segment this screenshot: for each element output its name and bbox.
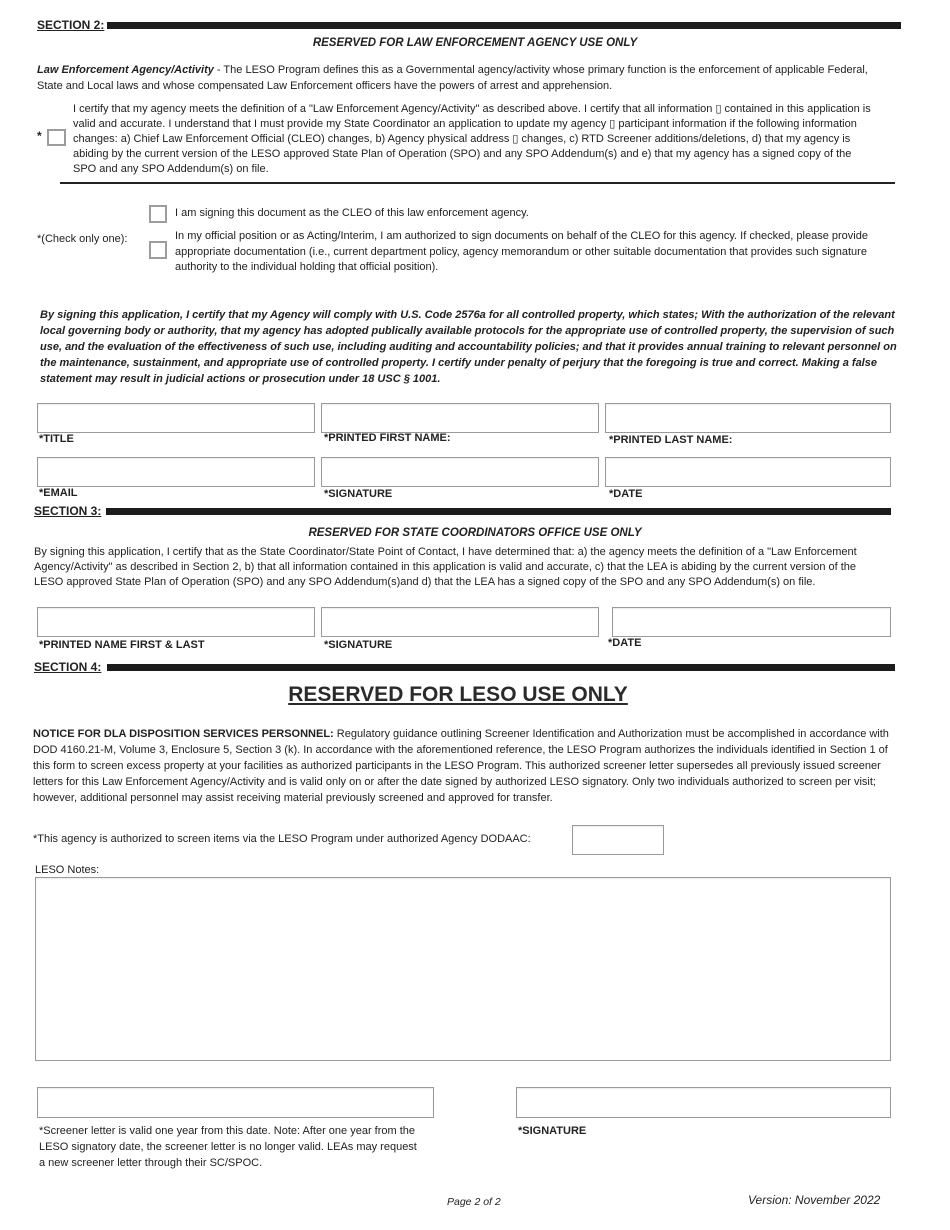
title-label: *TITLE bbox=[39, 433, 74, 445]
sc-signature-field[interactable] bbox=[321, 607, 599, 637]
version-label: Version: November 2022 bbox=[748, 1193, 881, 1207]
dla-notice-lead: NOTICE FOR DLA DISPOSITION SERVICES PERSONNEL: bbox=[33, 728, 334, 740]
section-4-label: SECTION 4: bbox=[34, 660, 102, 674]
sc-signature-label: *SIGNATURE bbox=[324, 639, 393, 651]
acting-checkbox[interactable] bbox=[149, 241, 167, 259]
email-field[interactable] bbox=[37, 457, 315, 487]
dla-notice-text: Regulatory guidance outlining Screener Identification and Authorization must be accomplished in accordance with DOD 4160.21-M, Volume 3, Enclosure 5, Section 3 (k). In accordance with the aforementioned reference, the LESO Program authorizes the individuals identified in Section 1 of this form to screen excess property at your facilities as authorized participants in the LESO Program. This authorized screener letter supersedes all previously issued screener letters for this Law Enforcement Agency/Activity and is valid only on or after the date signed by authorized LESO signatory. Only two individuals authorized to screen per visit; however, additional personnel may assist receiving material previously screened and approved for transfer. bbox=[33, 728, 889, 804]
first-name-field[interactable] bbox=[321, 403, 599, 433]
section-2-title: RESERVED FOR LAW ENFORCEMENT AGENCY USE ONLY bbox=[312, 37, 638, 49]
date-field[interactable] bbox=[605, 457, 891, 487]
sc-date-label: *DATE bbox=[608, 637, 642, 649]
signature-field[interactable] bbox=[321, 457, 599, 487]
section-3-label: SECTION 3: bbox=[34, 504, 102, 518]
sc-name-field[interactable] bbox=[37, 607, 315, 637]
signature-label: *SIGNATURE bbox=[324, 488, 393, 500]
definition-term: Law Enforcement Agency/Activity bbox=[37, 64, 214, 76]
section-3-title: RESERVED FOR STATE COORDINATORS OFFICE USE ONLY bbox=[308, 527, 642, 539]
option-acting-text: In my official position or as Acting/Interim, I am authorized to sign documents on behalf of the CLEO for this agency. If checked, please provide appropriate documentation (i.e., current department policy, agency memorandum or other suitable documentation that provides such signature authority to the individual holding that official position). bbox=[175, 230, 868, 273]
certify-checkbox[interactable] bbox=[47, 129, 66, 146]
compliance-statement: By signing this application, I certify that my Agency will comply with U.S. Code 2576a for all controlled property, which states; With the authorization of the relevant local governing body or authority, that my agency has adopted publically available protocols for the appropriate use of controlled property, the supervision of such use, and the evaluation of the effectiveness of such use, including auditing and accountability policies; and that it provides annual training to relevant personnel on the maintenance, sustainment, and appropriate use of controlled property. I certify under penalty of perjury that the foregoing is true and correct. Making a false statement may result in judicial actions or prosecution under 18 USC § 1001. bbox=[40, 309, 897, 385]
leso-date-field[interactable] bbox=[37, 1087, 434, 1118]
leso-signature-label: *SIGNATURE bbox=[518, 1125, 587, 1137]
leso-signature-field[interactable] bbox=[516, 1087, 891, 1118]
screener-validity-note: *Screener letter is valid one year from this date. Note: After one year from the LESO signatory date, the screener letter is no longer valid. LEAs may request a new screener letter through their SC/SPOC. bbox=[39, 1125, 417, 1169]
check-only-one-label: *(Check only one): bbox=[37, 233, 128, 245]
cleo-checkbox[interactable] bbox=[149, 205, 167, 223]
dodaac-field[interactable] bbox=[572, 825, 664, 855]
sc-date-field[interactable] bbox=[612, 607, 891, 637]
option-cleo-text: I am signing this document as the CLEO of this law enforcement agency. bbox=[175, 207, 529, 219]
last-name-field[interactable] bbox=[605, 403, 891, 433]
section-3-rule bbox=[106, 508, 891, 515]
agency-definition bbox=[37, 63, 887, 94]
leso-notes-field[interactable] bbox=[35, 877, 891, 1061]
last-name-label: *PRINTED LAST NAME: bbox=[609, 434, 733, 446]
date-label: *DATE bbox=[609, 488, 643, 500]
leso-notes-label: LESO Notes: bbox=[35, 864, 100, 876]
section-2-label: SECTION 2: bbox=[37, 18, 105, 32]
certify-text: I certify that my agency meets the definition of a "Law Enforcement Agency/Activity" as described above. I certify that all information ▯ contained in this application is valid and accurate. I understand that I must provide my State Coordinator an application to update my agency ▯ participant information if the following information changes: a) Chief Law Enforcement Official (CLEO) changes, b) Agency physical address ▯ changes, c) RTD Screener additions/deletions, d) that my agency is abiding by the current version of the LESO approved State Plan of Operation (SPO) and any SPO Addendum(s) and e) that my agency has a signed copy of the SPO and any SPO Addendum(s) on file. bbox=[73, 103, 871, 175]
definition-text: - The LESO Program defines this as a Governmental agency/activity whose primary function is the enforcement of applicable Federal, State and Local laws and whose compensated Law Enforcement officers have the powers of arrest and apprehension. bbox=[37, 64, 868, 92]
dodaac-label: *This agency is authorized to screen items via the LESO Program under authorized Agency DODAAC: bbox=[33, 833, 531, 845]
sc-name-label: *PRINTED NAME FIRST & LAST bbox=[39, 639, 205, 651]
title-field[interactable] bbox=[37, 403, 315, 433]
section-4-rule bbox=[107, 664, 895, 671]
section-4-title: RESERVED FOR LESO USE ONLY bbox=[288, 683, 628, 706]
page-number: Page 2 of 2 bbox=[447, 1196, 501, 1208]
section-3-text: By signing this application, I certify that as the State Coordinator/State Point of Contact, I have determined that: a) the agency meets the definition of a "Law Enforcement Agency/Activity" as described in Section 2, b) that all information contained in this application is valid and accurate, c) that the LEA is abiding by the current version of the LESO approved State Plan of Operation (SPO) and any SPO Addendum(s)and d) that the LEA has a signed copy of the SPO and any SPO Addendum(s) on file. bbox=[34, 546, 857, 588]
certify-divider bbox=[60, 182, 895, 184]
section-2-rule bbox=[107, 22, 901, 29]
email-label: *EMAIL bbox=[39, 487, 78, 499]
dla-notice bbox=[33, 726, 891, 806]
certify-asterisk: * bbox=[37, 129, 42, 143]
first-name-label: *PRINTED FIRST NAME: bbox=[324, 432, 451, 444]
section-4-title-wrap bbox=[0, 683, 916, 707]
